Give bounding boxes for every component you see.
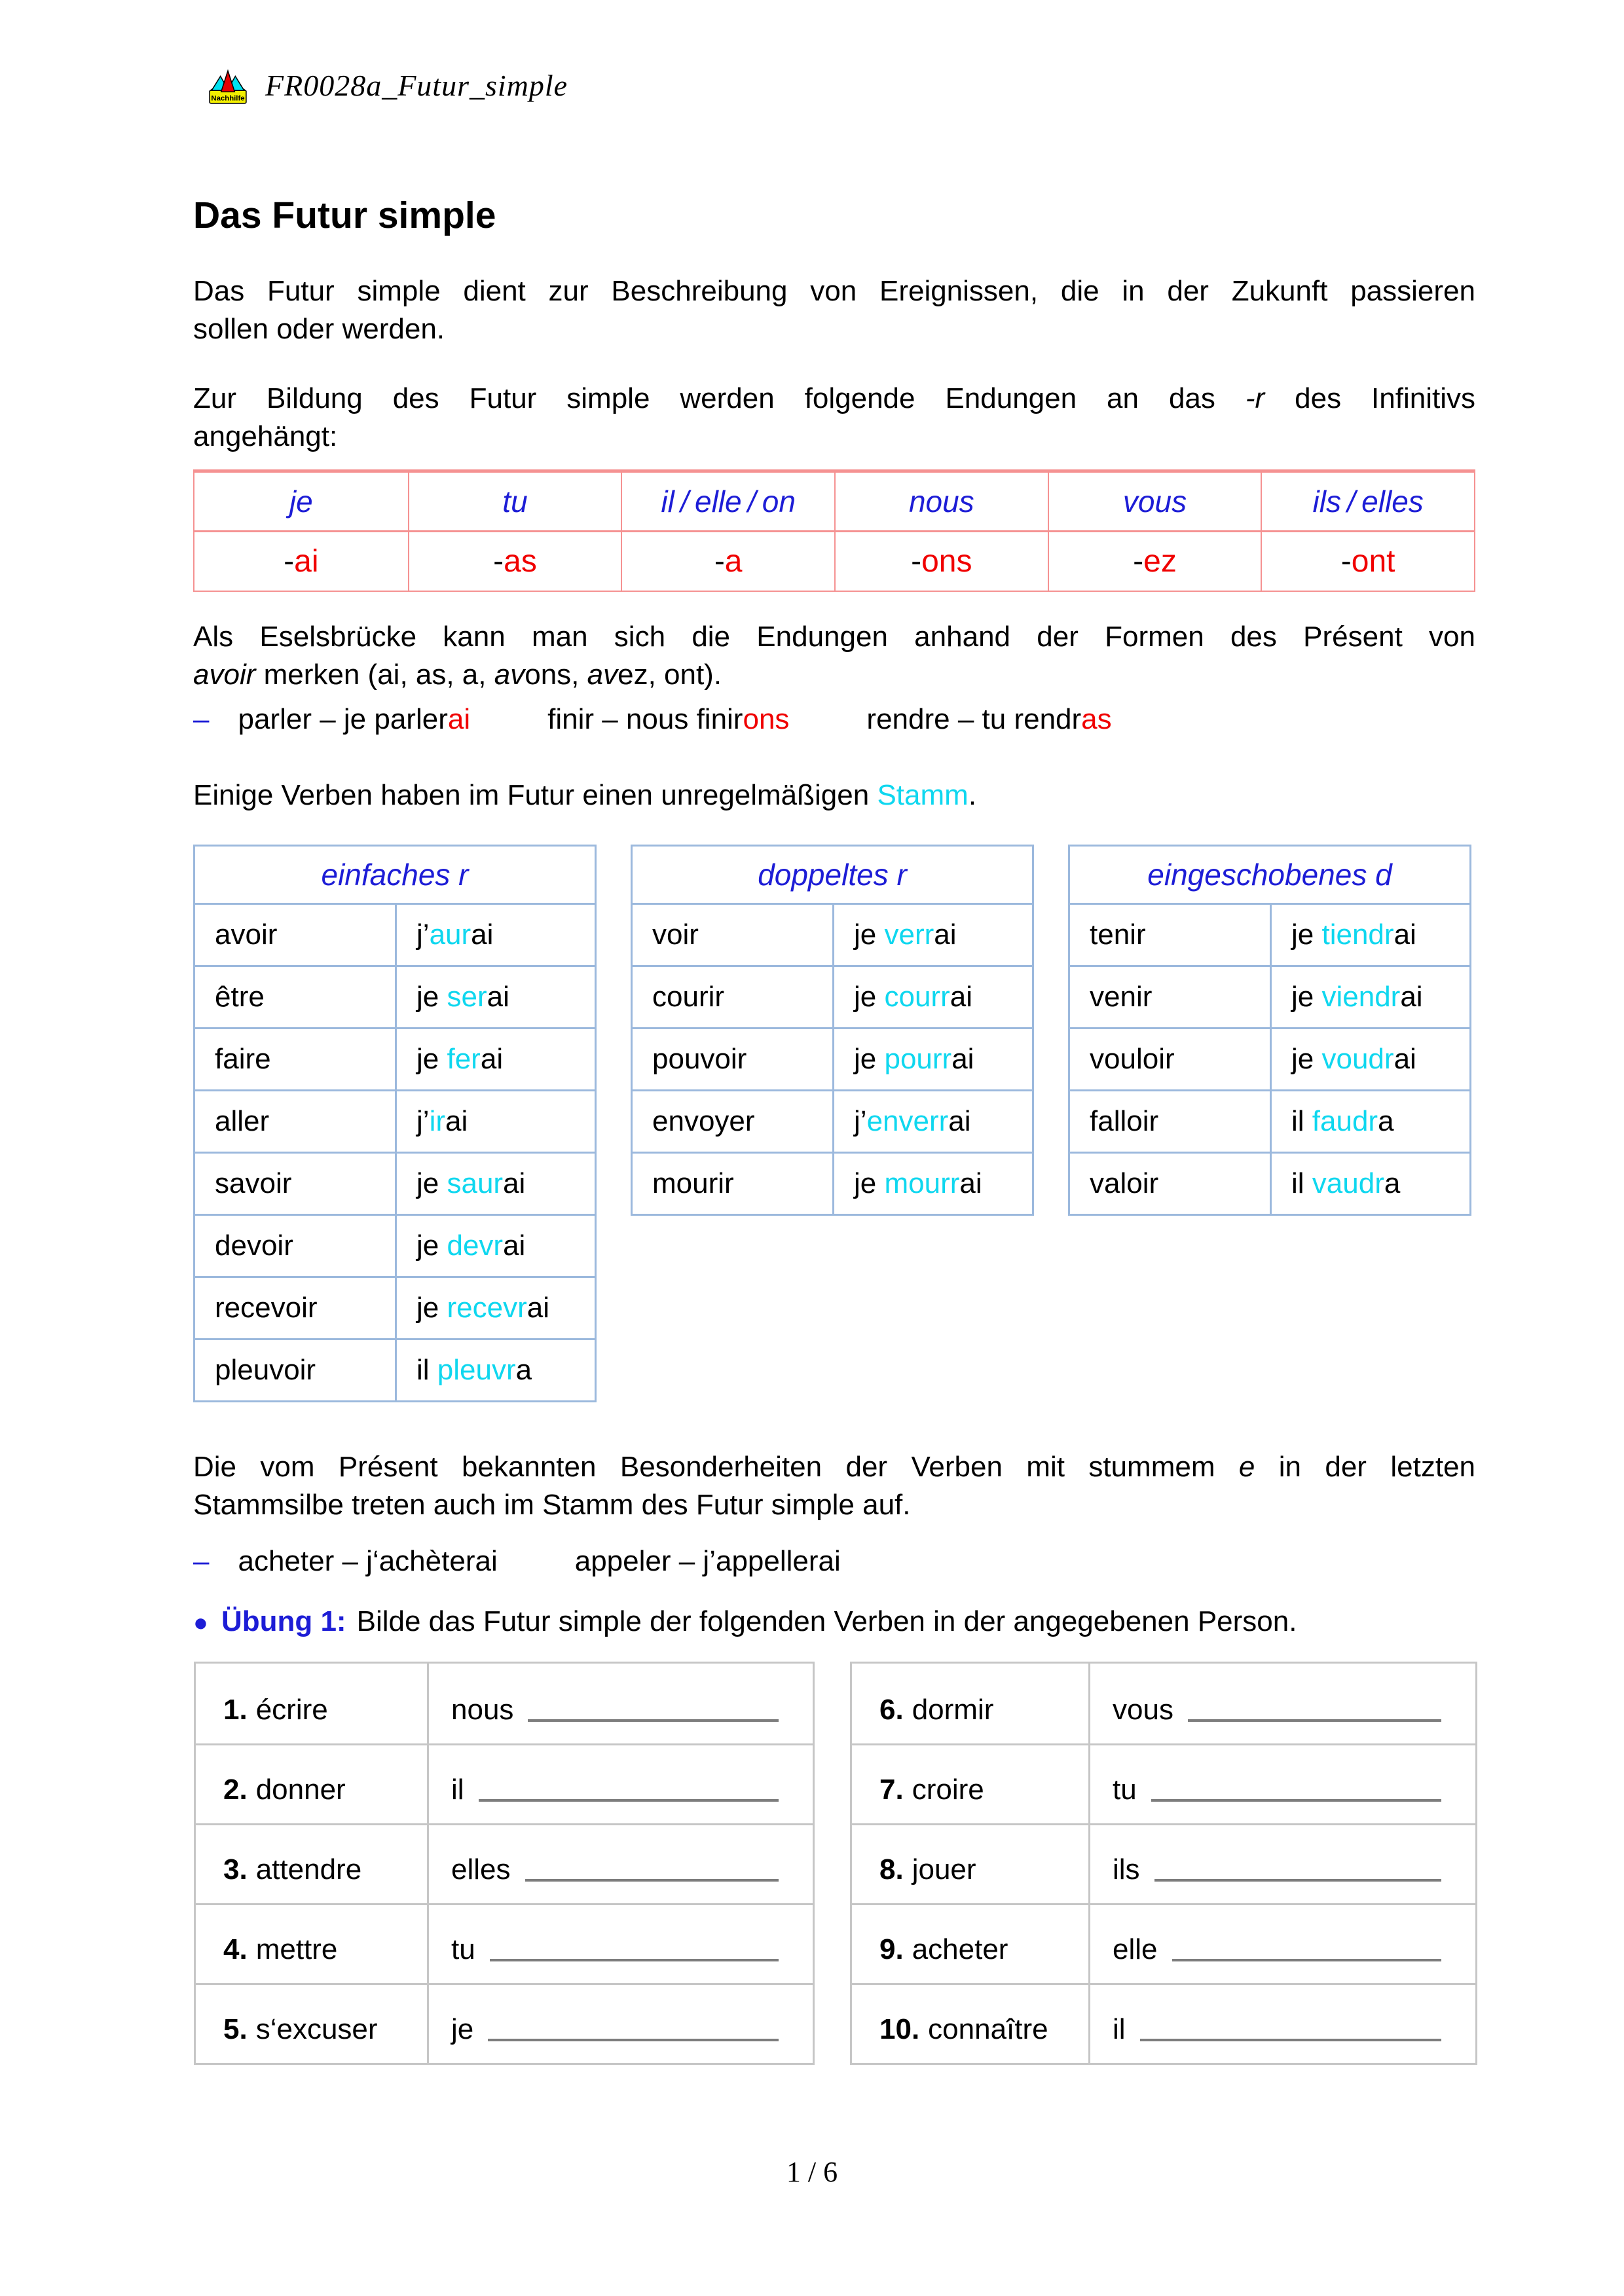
silent-e-line-1: Die vom Présent bekannten Besonderheiten der Verben mit stummem e in der letzten bbox=[193, 1451, 1475, 1483]
silent-e-line-2: Stammsilbe treten auch im Stamm des Futur simple auf. bbox=[193, 1489, 911, 1521]
answer-cell: vous bbox=[1088, 1664, 1475, 1743]
intro-line-2: sollen oder werden. bbox=[193, 313, 445, 345]
future-form: il vaudr a bbox=[1270, 1152, 1469, 1214]
person-header: vous bbox=[1048, 473, 1261, 530]
logo-text: Nachhilfe bbox=[211, 94, 245, 103]
verb: tenir bbox=[1070, 903, 1270, 965]
example-finir: finir – nous finirons bbox=[547, 703, 790, 735]
verb: voir bbox=[633, 903, 832, 965]
intro-line-1: Das Futur simple dient zur Beschreibung von Ereignissen, die in der Zukunft passieren bbox=[193, 275, 1475, 307]
future-form: j’ aur ai bbox=[395, 903, 595, 965]
future-form: je recevr ai bbox=[395, 1276, 595, 1338]
ending-examples bbox=[193, 703, 1475, 736]
verb: devoir bbox=[195, 1214, 395, 1276]
bullet-dot-icon: ● bbox=[193, 1609, 208, 1637]
ending-cell: - ont bbox=[1261, 530, 1474, 591]
ending-cell: - ons bbox=[834, 530, 1048, 591]
answer-blank bbox=[1151, 1799, 1441, 1802]
future-form: je devr ai bbox=[395, 1214, 595, 1276]
exercise-item: 2. donner bbox=[196, 1743, 427, 1823]
answer-blank bbox=[528, 1719, 779, 1722]
ending-cell: - ez bbox=[1048, 530, 1261, 591]
exercise-item: 4. mettre bbox=[196, 1903, 427, 1983]
future-form: j’ enverr ai bbox=[832, 1089, 1032, 1152]
answer-cell: tu bbox=[1088, 1743, 1475, 1823]
answer-blank bbox=[1154, 1879, 1441, 1882]
future-form: je pourr ai bbox=[832, 1027, 1032, 1089]
answer-blank bbox=[490, 1959, 779, 1961]
example-acheter: acheter – j‘achèterai bbox=[238, 1545, 498, 1577]
ending-cell: - a bbox=[621, 530, 834, 591]
table-header: doppeltes r bbox=[758, 858, 907, 892]
exercise-item: 3. attendre bbox=[196, 1823, 427, 1903]
person-header: tu bbox=[408, 473, 621, 530]
verb: mourir bbox=[633, 1152, 832, 1214]
verb: falloir bbox=[1070, 1089, 1270, 1152]
example-parler: parler – je parlerai bbox=[238, 703, 471, 735]
irregular-stem-intro: Einige Verben haben im Futur einen unregelmäßigen Stamm. bbox=[193, 779, 977, 811]
future-form: je mourr ai bbox=[832, 1152, 1032, 1214]
mnemonic-paragraph bbox=[193, 618, 1475, 694]
verb: savoir bbox=[195, 1152, 395, 1214]
exercise-item: 7. croire bbox=[852, 1743, 1088, 1823]
verb: pouvoir bbox=[633, 1027, 832, 1089]
person-header: je bbox=[289, 484, 313, 519]
table-header: eingeschobenes d bbox=[1147, 858, 1392, 892]
future-form: je voudr ai bbox=[1270, 1027, 1469, 1089]
exercise-item: 10. connaître bbox=[852, 1983, 1088, 2063]
verb: courir bbox=[633, 965, 832, 1027]
exercise-table-left bbox=[194, 1662, 815, 2065]
answer-blank bbox=[488, 2039, 779, 2041]
answer-blank bbox=[479, 1799, 779, 1802]
person-header: nous bbox=[834, 473, 1048, 530]
intro-paragraph bbox=[193, 272, 1475, 348]
verb: venir bbox=[1070, 965, 1270, 1027]
ending-cell: - ai bbox=[194, 530, 408, 591]
answer-cell: elles bbox=[427, 1823, 813, 1903]
formation-line-1: Zur Bildung des Futur simple werden folgende Endungen an das -r des Infinitivs bbox=[193, 382, 1475, 414]
verb: pleuvoir bbox=[195, 1338, 395, 1400]
table-einfaches-r bbox=[193, 845, 597, 1402]
verb: envoyer bbox=[633, 1089, 832, 1152]
page-number: 1 / 6 bbox=[786, 2156, 838, 2188]
silent-e-examples bbox=[193, 1545, 1475, 1578]
person-header: il / elle / on bbox=[621, 473, 834, 530]
exercise-heading bbox=[193, 1605, 1475, 1638]
verb: recevoir bbox=[195, 1276, 395, 1338]
answer-blank bbox=[525, 1879, 779, 1882]
answer-cell: elle bbox=[1088, 1903, 1475, 1983]
infinitive-r: -r bbox=[1245, 382, 1265, 414]
exercise-item: 9. acheter bbox=[852, 1903, 1088, 1983]
future-form: il pleuvr a bbox=[395, 1338, 595, 1400]
answer-cell: il bbox=[427, 1743, 813, 1823]
exercise-item: 1. écrire bbox=[223, 1694, 328, 1726]
page-header bbox=[208, 68, 568, 105]
person-header: ils / elles bbox=[1261, 473, 1474, 530]
answer-cell: il bbox=[1088, 1983, 1475, 2063]
table-doppeltes-r bbox=[631, 845, 1034, 1216]
verb: valoir bbox=[1070, 1152, 1270, 1214]
mnemonic-line-1: Als Eselsbrücke kann man sich die Endungen anhand der Formen des Présent von bbox=[193, 621, 1475, 653]
exercise-instruction: Bilde das Futur simple der folgenden Verben in der angegebenen Person. bbox=[356, 1605, 1297, 1637]
irregular-verb-tables bbox=[193, 845, 1475, 1402]
future-form: je fer ai bbox=[395, 1027, 595, 1089]
answer-cell: tu bbox=[427, 1903, 813, 1983]
formation-paragraph bbox=[193, 380, 1475, 456]
silent-e: e bbox=[1238, 1451, 1255, 1483]
answer-blank bbox=[1188, 1719, 1441, 1722]
endings-table bbox=[193, 469, 1475, 592]
nachhilfe-logo-icon bbox=[208, 69, 248, 105]
bullet-dash: – bbox=[193, 703, 210, 735]
table-header: einfaches r bbox=[321, 858, 469, 892]
mnemonic-line-2: avoir merken (ai, as, a, avons, avez, ont). bbox=[193, 659, 722, 691]
ending-cell: - as bbox=[408, 530, 621, 591]
exercise-table-right bbox=[850, 1662, 1477, 2065]
exercise-item: 6. dormir bbox=[879, 1694, 994, 1726]
verb: être bbox=[195, 965, 395, 1027]
silent-e-paragraph bbox=[193, 1448, 1475, 1524]
example-appeler: appeler – j’appellerai bbox=[574, 1545, 841, 1577]
stamm-highlight: Stamm bbox=[877, 779, 969, 811]
exercise-label: Übung 1: bbox=[221, 1605, 346, 1637]
future-form: je tiendr ai bbox=[1270, 903, 1469, 965]
answer-cell: je bbox=[427, 1983, 813, 2063]
answer-cell: ils bbox=[1088, 1823, 1475, 1903]
future-form: je verr ai bbox=[832, 903, 1032, 965]
future-form: je ser ai bbox=[395, 965, 595, 1027]
verb: avoir bbox=[195, 903, 395, 965]
example-rendre: rendre – tu rendras bbox=[866, 703, 1112, 735]
future-form: je courr ai bbox=[832, 965, 1032, 1027]
answer-cell: nous bbox=[427, 1664, 813, 1743]
future-form: j’ ir ai bbox=[395, 1089, 595, 1152]
verb: aller bbox=[195, 1089, 395, 1152]
table-eingeschobenes-d bbox=[1068, 845, 1471, 1216]
future-form: il faudr a bbox=[1270, 1089, 1469, 1152]
document-id: FR0028a_Futur_simple bbox=[265, 69, 568, 102]
bullet-dash: – bbox=[193, 1545, 210, 1577]
future-form: je viendr ai bbox=[1270, 965, 1469, 1027]
answer-blank bbox=[1140, 2039, 1441, 2041]
exercise-tables bbox=[194, 1662, 1479, 2065]
future-form: je saur ai bbox=[395, 1152, 595, 1214]
page-title: Das Futur simple bbox=[193, 194, 496, 236]
answer-blank bbox=[1172, 1959, 1442, 1961]
formation-line-2: angehängt: bbox=[193, 420, 338, 452]
exercise-item: 8. jouer bbox=[852, 1823, 1088, 1903]
verb: vouloir bbox=[1070, 1027, 1270, 1089]
exercise-item: 5. s‘excuser bbox=[196, 1983, 427, 2063]
verb: faire bbox=[195, 1027, 395, 1089]
